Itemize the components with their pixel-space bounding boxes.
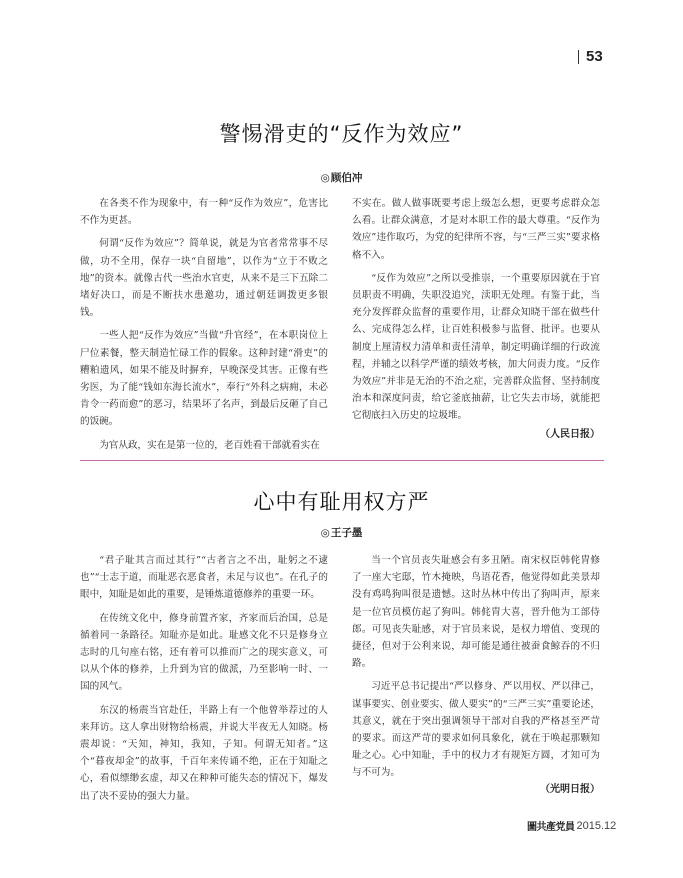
article1-left-paragraph: 为官从政，实在是第一位的，老百姓看干部就看实在 bbox=[99, 439, 320, 451]
section-divider bbox=[80, 460, 604, 461]
article2-author bbox=[0, 525, 683, 540]
article1-title: 警惕滑吏的“反作为效应” bbox=[219, 122, 464, 146]
article2-left-paragraph: 东汉的杨震当官赴任，半路上有一个他曾举荐过的人来拜访。这人拿出财物给杨震，并说大半夜无人知晓。杨震却说：“天知，神知，我知，子知。何谓无知者。”这个“暮夜却金”的故事，千百年来传诵不绝，正在于知耻之心，看似缥缈玄虚，却又在种种可能失态的情况下，爆发出了决不妥协的强大力量。 bbox=[80, 704, 328, 802]
page-number-bar bbox=[578, 50, 579, 64]
article1-right-column bbox=[352, 195, 600, 431]
article2-author-mark: ◎ bbox=[320, 527, 330, 539]
page-number-text: 53 bbox=[586, 48, 603, 65]
page-footer bbox=[527, 818, 616, 833]
article2-author-name: 王子墨 bbox=[330, 527, 363, 539]
article2-left-column bbox=[80, 552, 328, 811]
article1-author-name: 顾伯冲 bbox=[330, 172, 363, 184]
article1-right-paragraph: 不实在。做人做事既要考虑上级怎么想，更要考虑群众怎么看。让群众满意，才是对本职工作的最大尊重。“反作为效应”违作取巧，为党的纪律所不容，与“三严三实”要求格格不入。 bbox=[352, 198, 600, 261]
article1-source: （人民日报） bbox=[540, 429, 600, 440]
article1-author-mark: ◎ bbox=[320, 172, 330, 184]
article2-source: （光明日报） bbox=[540, 784, 600, 795]
article2-left-paragraph: “君子耻其言而过其行”“古者言之不出，耻躬之不逮也”“士志于道，而耻恶衣恶食者，未足与议也”。在孔子的眼中，知耻是如此的重要，是锤炼道德修养的重要一环。 bbox=[80, 555, 328, 601]
issue-date: 2015.12 bbox=[576, 819, 617, 832]
article1-left-paragraph: 何谓“反作为效应”？简单说，就是为官者常常事不尽做，功不全用，保存一块“自留地”，以作为“立于不败之地”的资本。就像古代一些治水官吏，从来不是三下五除二堵好决口，而是不断扶水患邀功，通过朝廷调拨更多银钱。 bbox=[80, 238, 328, 319]
article2-title: 心中有耻用权方严 bbox=[253, 490, 430, 514]
magazine-logo: 圖共產党員 bbox=[527, 822, 575, 833]
article2-right-paragraph: 习近平总书记提出“严以修身、严以用权、严以律己，谋事要实、创业要实、做人要实”的“三严三实”重要论述，其意义，就在于突出强调领导干部对自我的严格甚至严苛的要求。而这严苛的要求如何具象化，就在于唤起那颗知耻之心。心中知耻，手中的权力才有规矩方圆，才知可为与不可为。 bbox=[352, 681, 600, 779]
article1-author bbox=[0, 170, 683, 185]
article2-right-column bbox=[352, 552, 600, 788]
article1-left-paragraph: 一些人把“反作为效应”当做“升官经”，在本职岗位上尸位素餐，整天制造忙碌工作的假象。这种封建“滑吏”的糟粕遗风，如果不能及时摒弃，早晚深受其害。正像有些劣医，为了能“钱如东海长流水”，奉行“外科之病痈，未必肯令一药而愈”的恶习，结果坏了名声，到最后反砸了自己的饭碗。 bbox=[80, 330, 328, 428]
article1-right-paragraph: “反作为效应”之所以受推崇，一个重要原因就在于官员职责不明确，失职没追究，渎职无处理。有鉴于此，当充分发挥群众监督的重要作用，让群众知晓干部在做些什么、完成得怎么样，让百姓积极参与监督、批评。也要从制度上厘清权力清单和责任清单，制定明确详细的行政流程，并辅之以科学严谨的绩效考核，加大问责力度。“反作为效应”并非是无治的不治之症，完善群众监督、坚持制度治本和深度问责，给它釜底抽薪，让它失去市场，就能把它彻底扫入历史的垃圾堆。 bbox=[352, 272, 600, 422]
page-number bbox=[578, 48, 603, 65]
article1-left-paragraph: 在各类不作为现象中，有一种“反作为效应”，危害比不作为更甚。 bbox=[80, 198, 328, 227]
article1-left-column bbox=[80, 195, 328, 460]
article2-right-paragraph: 当一个官员丧失耻感会有多丑陋。南宋权臣韩侂胄修了一座大宅邸，竹木掩映，鸟语花香，他觉得如此美景却没有鸡鸣狗叫很是遗憾。这时丛林中传出了狗叫声，原来是一位官员模仿起了狗叫。韩侂胄大喜，晋升他为工部侍郎。可见丧失耻感，对于官员来说，是权力增值、变现的捷径，但对于公利来说，却可能是通往被蚕食鲸吞的不归路。 bbox=[352, 555, 600, 670]
article2-left-paragraph: 在传统文化中，修身前置齐家，齐家而后治国，总是循着同一条路径。知耻亦是如此。耻感文化不只是修身立志时的几句座右铭，还有着可以推而广之的现实意义，可以从个体的修养，上升到为官的做派，乃至影响一时、一国的风气。 bbox=[80, 612, 328, 693]
